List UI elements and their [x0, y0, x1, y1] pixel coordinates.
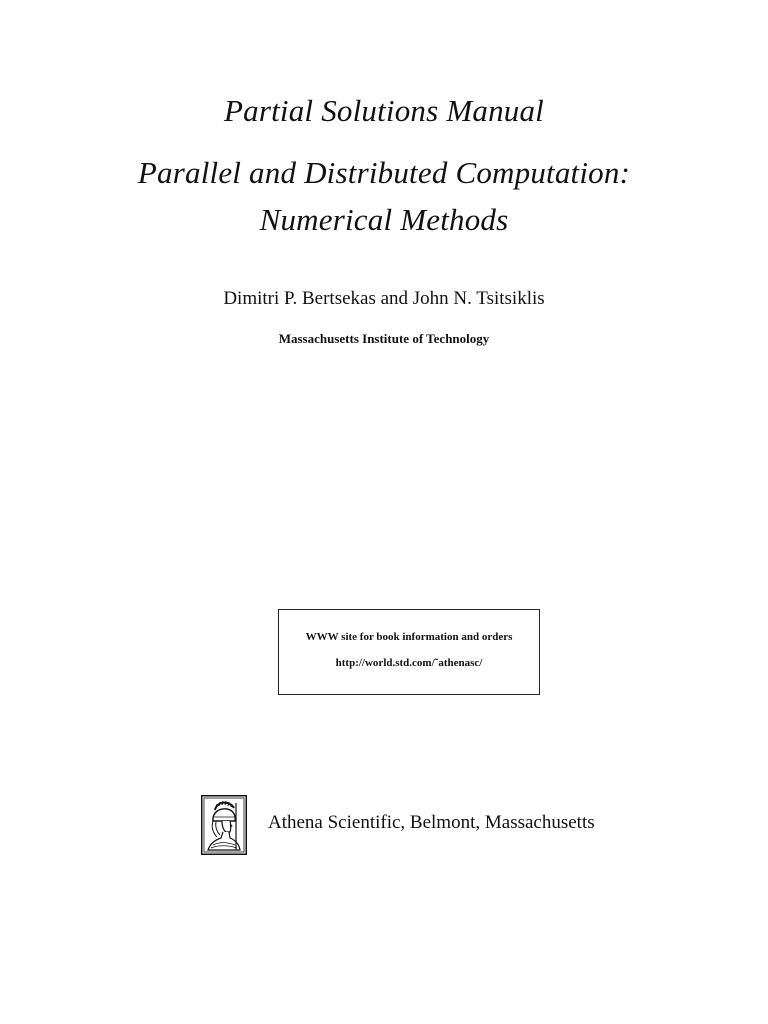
- publisher: Athena Scientific, Belmont, Massachusetts: [268, 812, 595, 833]
- website-url[interactable]: http://world.std.com/˜athenasc/: [335, 657, 483, 669]
- book-title-line-1: Parallel and Distributed Computation:: [137, 155, 631, 190]
- authors: Dimitri P. Bertsekas and John N. Tsitsiklis: [223, 288, 545, 309]
- book-title-line-2: Numerical Methods: [259, 202, 509, 237]
- athena-helmet-logo-icon: [201, 795, 247, 855]
- website-info-box: [278, 609, 540, 695]
- website-info-label: WWW site for book information and orders: [305, 631, 513, 643]
- affiliation: Massachusetts Institute of Technology: [278, 331, 490, 346]
- manual-title: Partial Solutions Manual: [224, 93, 544, 128]
